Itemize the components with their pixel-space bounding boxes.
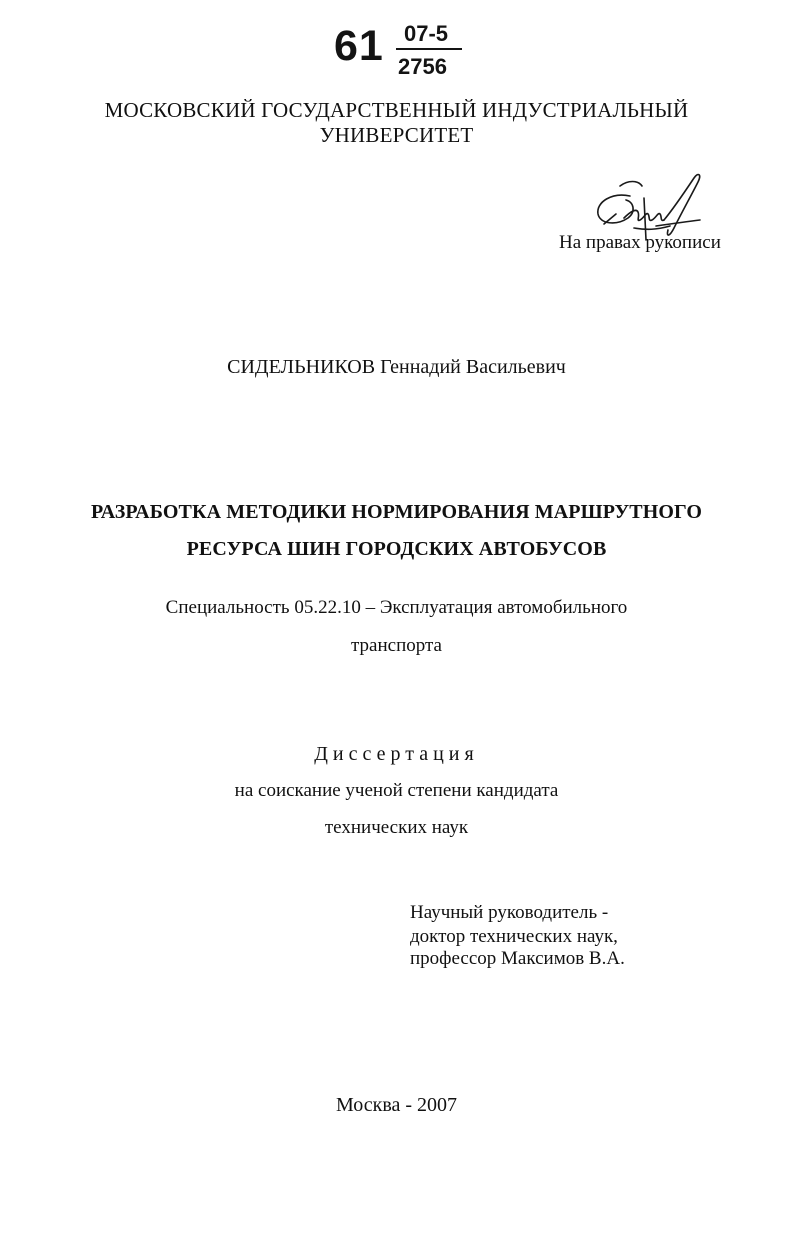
university-name-line2: УНИВЕРСИТЕТ bbox=[319, 123, 474, 147]
dissertation-heading: Диссертация bbox=[314, 743, 479, 765]
stamp-fraction-bar bbox=[396, 48, 462, 50]
stamp-top-number: 07-5 bbox=[404, 21, 449, 46]
dissertation-title-line2: РЕСУРСА ШИН ГОРОДСКИХ АВТОБУСОВ bbox=[186, 538, 607, 560]
advisor-line1: Научный руководитель - bbox=[410, 902, 609, 923]
dissertation-degree-line2: технических наук bbox=[324, 817, 469, 838]
library-stamp bbox=[334, 20, 474, 82]
advisor-line2: доктор технических наук, bbox=[410, 926, 618, 947]
stamp-bottom-number: 2756 bbox=[398, 54, 447, 79]
stamp-main-number: 61 bbox=[334, 22, 384, 70]
advisor-line3: профессор Максимов В.А. bbox=[410, 948, 625, 969]
author-name: СИДЕЛЬНИКОВ Геннадий Васильевич bbox=[227, 356, 566, 378]
dissertation-degree-line1: на соискание ученой степени кандидата bbox=[234, 780, 559, 801]
manuscript-note: На правах рукописи bbox=[559, 232, 721, 253]
dissertation-title-line1: РАЗРАБОТКА МЕТОДИКИ НОРМИРОВАНИЯ МАРШРУТНОГО bbox=[90, 501, 703, 523]
university-name-line1: МОСКОВСКИЙ ГОСУДАРСТВЕННЫЙ ИНДУСТРИАЛЬНЫЙ bbox=[104, 98, 689, 122]
specialty-line2: транспорта bbox=[351, 635, 442, 656]
city-year-footer: Москва - 2007 bbox=[335, 1094, 458, 1116]
specialty-line1: Специальность 05.22.10 – Эксплуатация автомобильного bbox=[165, 597, 628, 618]
